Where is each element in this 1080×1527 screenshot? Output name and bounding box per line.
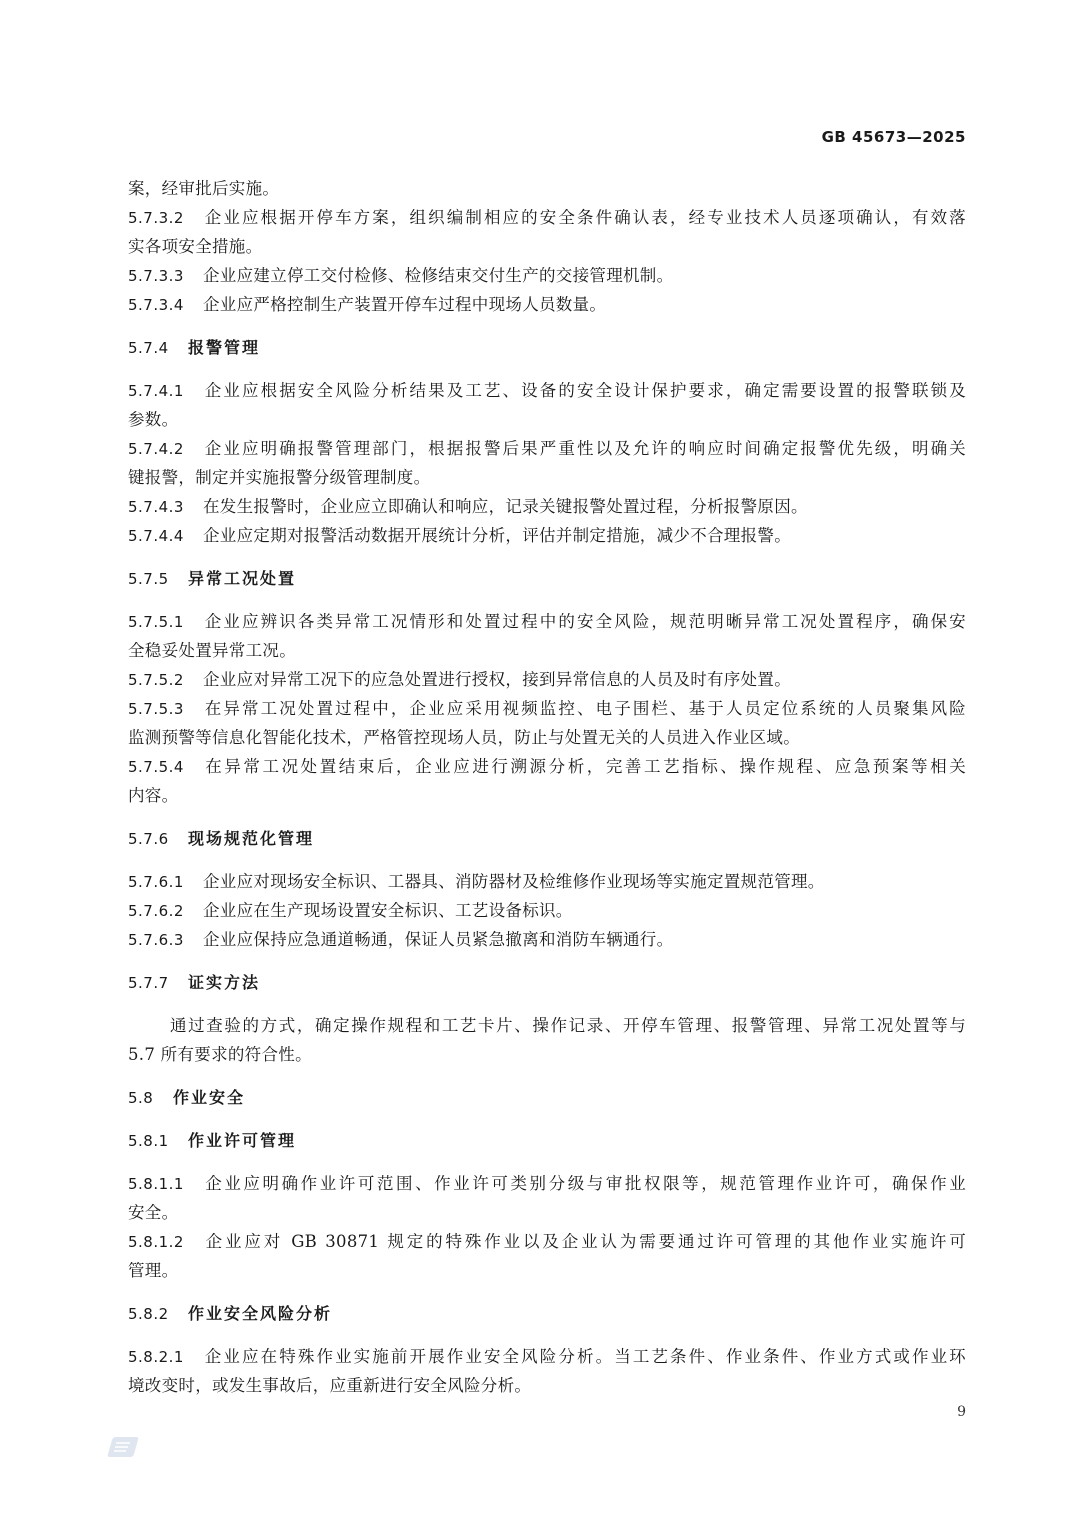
text-line: 内容。 bbox=[128, 786, 179, 805]
heading-number: 5.8.1 bbox=[128, 1132, 169, 1150]
clause-number: 5.7.5.2 bbox=[128, 671, 184, 689]
heading-5-8 bbox=[128, 1084, 966, 1112]
clause-text: 企业应在生产现场设置安全标识、工艺设备标识。 bbox=[203, 901, 573, 920]
clause-5-7-5-2 bbox=[128, 666, 966, 694]
clause-number: 5.7.4.4 bbox=[128, 527, 184, 545]
clause-text: 企业应对现场安全标识、工器具、消防器材及检维修作业现场等实施定置规范管理。 bbox=[203, 872, 825, 891]
clause-text: 企业应对异常工况下的应急处置进行授权，接到异常信息的人员及时有序处置。 bbox=[203, 670, 791, 689]
text-line: 参数。 bbox=[128, 410, 179, 429]
heading-title: 证实方法 bbox=[188, 973, 261, 992]
clause-text: 企业应对 GB 30871 规定的特殊作业以及企业认为需要通过许可管理的其他作业实施许可 bbox=[203, 1232, 966, 1251]
clause-text: 企业应在特殊作业实施前开展作业安全风险分析。当工艺条件、作业条件、作业方式或作业环 bbox=[203, 1347, 966, 1366]
clause-number: 5.8.1.1 bbox=[128, 1175, 184, 1193]
clause-number: 5.8.1.2 bbox=[128, 1233, 184, 1251]
clause-5-7-5-3 bbox=[128, 695, 966, 723]
heading-title: 现场规范化管理 bbox=[188, 829, 315, 848]
heading-5-7-5 bbox=[128, 565, 966, 593]
clause-5-7-3-2 bbox=[128, 204, 966, 232]
heading-5-8-2 bbox=[128, 1300, 966, 1328]
clause-5-7-4-2 bbox=[128, 435, 966, 463]
heading-number: 5.7.6 bbox=[128, 830, 169, 848]
text-line: 境改变时，或发生事故后，应重新进行安全风险分析。 bbox=[128, 1376, 532, 1395]
heading-title: 作业安全 bbox=[173, 1088, 246, 1107]
text-line: 安全。 bbox=[128, 1203, 179, 1222]
clause-number: 5.7.3.4 bbox=[128, 296, 184, 314]
heading-number: 5.8.2 bbox=[128, 1305, 169, 1323]
heading-5-7-7 bbox=[128, 969, 966, 997]
clause-5-8-1-1 bbox=[128, 1170, 966, 1198]
clause-number: 5.7.5.3 bbox=[128, 700, 184, 718]
clause-text: 企业应建立停工交付检修、检修结束交付生产的交接管理机制。 bbox=[203, 266, 674, 285]
text-line: 管理。 bbox=[128, 1261, 179, 1280]
clause-number: 5.7.5.1 bbox=[128, 613, 184, 631]
heading-number: 5.7.7 bbox=[128, 974, 169, 992]
clause-text: 企业应保持应急通道畅通，保证人员紧急撤离和消防车辆通行。 bbox=[203, 930, 674, 949]
text-line: 5.7 所有要求的符合性。 bbox=[128, 1045, 312, 1064]
clause-number: 5.7.6.3 bbox=[128, 931, 184, 949]
text-line: 案，经审批后实施。 bbox=[128, 179, 280, 198]
clause-number: 5.8.2.1 bbox=[128, 1348, 184, 1366]
clause-5-7-3-4 bbox=[128, 291, 966, 319]
text-line: 全稳妥处置异常工况。 bbox=[128, 641, 296, 660]
text-line: 监测预警等信息化智能化技术，严格管控现场人员，防止与处置无关的人员进入作业区域。 bbox=[128, 728, 800, 747]
heading-5-8-1 bbox=[128, 1127, 966, 1155]
clause-5-8-1-2 bbox=[128, 1228, 966, 1256]
clause-text: 企业应严格控制生产装置开停车过程中现场人员数量。 bbox=[203, 295, 607, 314]
heading-5-7-4 bbox=[128, 334, 966, 362]
clause-text: 企业应明确作业许可范围、作业许可类别分级与审批权限等，规范管理作业许可，确保作业 bbox=[203, 1174, 966, 1193]
clause-5-7-6-3 bbox=[128, 926, 966, 954]
clause-5-7-4-3 bbox=[128, 493, 966, 521]
clause-number: 5.7.5.4 bbox=[128, 758, 184, 776]
clause-text: 企业应根据开停车方案，组织编制相应的安全条件确认表，经专业技术人员逐项确认，有效落 bbox=[203, 208, 966, 227]
clause-5-7-6-2 bbox=[128, 897, 966, 925]
heading-title: 报警管理 bbox=[188, 338, 261, 357]
clause-number: 5.7.6.1 bbox=[128, 873, 184, 891]
heading-title: 作业许可管理 bbox=[188, 1131, 297, 1150]
clause-5-7-3-3 bbox=[128, 262, 966, 290]
clause-number: 5.7.6.2 bbox=[128, 902, 184, 920]
heading-number: 5.7.4 bbox=[128, 339, 169, 357]
clause-number: 5.7.4.1 bbox=[128, 382, 184, 400]
text-line: 键报警，制定并实施报警分级管理制度。 bbox=[128, 468, 431, 487]
sac-logo-icon bbox=[106, 1435, 140, 1463]
heading-number: 5.7.5 bbox=[128, 570, 169, 588]
clause-5-7-5-4 bbox=[128, 753, 966, 781]
clause-5-8-2-1 bbox=[128, 1343, 966, 1371]
heading-number: 5.8 bbox=[128, 1089, 154, 1107]
page-number: 9 bbox=[957, 1404, 966, 1420]
clause-text: 企业应辨识各类异常工况情形和处置过程中的安全风险，规范明晰异常工况处置程序，确保安 bbox=[203, 612, 966, 631]
clause-text: 在发生报警时，企业应立即确认和响应，记录关键报警处置过程，分析报警原因。 bbox=[203, 497, 808, 516]
clause-text: 企业应根据安全风险分析结果及工艺、设备的安全设计保护要求，确定需要设置的报警联锁及 bbox=[203, 381, 966, 400]
document-code: GB 45673—2025 bbox=[821, 128, 966, 146]
text-line: 实各项安全措施。 bbox=[128, 237, 263, 256]
clause-5-7-6-1 bbox=[128, 868, 966, 896]
clause-5-7-4-1 bbox=[128, 377, 966, 405]
clause-5-7-5-1 bbox=[128, 608, 966, 636]
clause-number: 5.7.4.2 bbox=[128, 440, 184, 458]
clause-text: 在异常工况处置结束后，企业应进行溯源分析，完善工艺指标、操作规程、应急预案等相关 bbox=[203, 757, 966, 776]
clause-number: 5.7.3.2 bbox=[128, 209, 184, 227]
clause-text: 企业应定期对报警活动数据开展统计分析，评估并制定措施，减少不合理报警。 bbox=[203, 526, 791, 545]
paragraph-line: 通过查验的方式，确定操作规程和工艺卡片、操作记录、开停车管理、报警管理、异常工况处置等与 bbox=[170, 1016, 966, 1035]
heading-title: 作业安全风险分析 bbox=[188, 1304, 333, 1323]
clause-5-7-4-4 bbox=[128, 522, 966, 550]
clause-number: 5.7.4.3 bbox=[128, 498, 184, 516]
clause-number: 5.7.3.3 bbox=[128, 267, 184, 285]
heading-title: 异常工况处置 bbox=[188, 569, 297, 588]
clause-text: 在异常工况处置过程中，企业应采用视频监控、电子围栏、基于人员定位系统的人员聚集风险 bbox=[203, 699, 966, 718]
heading-5-7-6 bbox=[128, 825, 966, 853]
clause-text: 企业应明确报警管理部门，根据报警后果严重性以及允许的响应时间确定报警优先级，明确关 bbox=[203, 439, 966, 458]
